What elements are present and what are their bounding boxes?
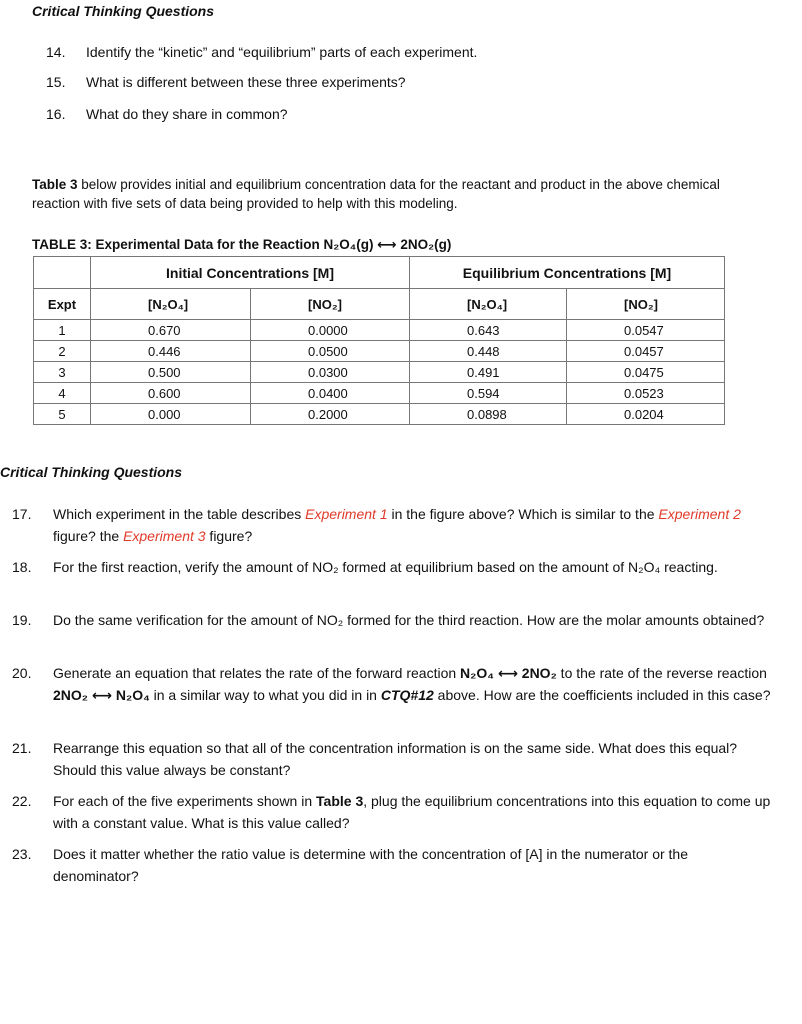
question-number: 18.: [12, 559, 32, 575]
table-intro-paragraph: [32, 175, 722, 213]
question-text: Generate an equation that relates the rate of the forward reaction: [53, 665, 461, 681]
cell-no2-initial: 0.0400: [251, 383, 410, 404]
cell-n2o4-initial: 0.446: [91, 341, 251, 362]
cell-no2-equilibrium: 0.0204: [567, 404, 725, 425]
equilibrium-concentrations-header: Equilibrium Concentrations [M]: [410, 257, 725, 289]
cell-n2o4-initial: 0.500: [91, 362, 251, 383]
cell-n2o4-equilibrium: 0.448: [410, 341, 567, 362]
section-heading-1: Critical Thinking Questions: [32, 3, 215, 19]
question-number: 14.: [46, 44, 66, 60]
table-3-ref: Table 3: [316, 793, 364, 809]
question-text: figure?: [205, 528, 253, 544]
table-caption: TABLE 3: Experimental Data for the Reaction N₂O₄(g) ⟷ 2NO₂(g): [32, 237, 452, 252]
cell-expt: 2: [34, 341, 91, 362]
question-number: 23.: [12, 846, 32, 862]
question-14: [46, 42, 477, 62]
question-text: Which experiment in the table describes: [53, 506, 306, 522]
table-row: [34, 320, 725, 341]
question-23: [12, 843, 772, 887]
data-table: [33, 256, 725, 425]
question-19: [12, 609, 772, 631]
col-header-no2-equilibrium: [NO₂]: [567, 289, 725, 320]
cell-no2-initial: 0.0300: [251, 362, 410, 383]
question-15: [46, 72, 406, 92]
table-column-header-row: [34, 289, 725, 320]
question-16: [46, 104, 288, 124]
question-21: [12, 737, 772, 781]
question-text: in the figure above? Which is similar to the: [387, 506, 659, 522]
reverse-reaction: 2NO₂ ⟷ N₂O₄: [53, 687, 150, 703]
col-header-expt: Expt: [34, 289, 91, 320]
question-text: For each of the five experiments shown in: [53, 793, 317, 809]
cell-n2o4-initial: 0.670: [91, 320, 251, 341]
col-header-n2o4-initial: [N₂O₄]: [91, 289, 251, 320]
cell-no2-equilibrium: 0.0547: [567, 320, 725, 341]
cell-n2o4-initial: 0.600: [91, 383, 251, 404]
col-header-n2o4-equilibrium: [N₂O₄]: [410, 289, 567, 320]
question-number: 17.: [12, 506, 32, 522]
question-text: Does it matter whether the ratio value is determine with the concentration of [A] in the numerator or the denominator?: [53, 846, 688, 884]
question-text: above. How are the coefficients included in this case?: [433, 687, 771, 703]
cell-no2-equilibrium: 0.0523: [567, 383, 725, 404]
question-22: [12, 790, 772, 834]
cell-no2-equilibrium: 0.0457: [567, 341, 725, 362]
table-row: [34, 383, 725, 404]
question-number: 19.: [12, 612, 32, 628]
question-text: What do they share in common?: [86, 106, 288, 122]
cell-n2o4-equilibrium: 0.643: [410, 320, 567, 341]
blank-header-cell: [34, 257, 91, 289]
cell-no2-initial: 0.0000: [251, 320, 410, 341]
initial-concentrations-header: Initial Concentrations [M]: [91, 257, 410, 289]
question-text: Identify the “kinetic” and “equilibrium” parts of each experiment.: [86, 44, 478, 60]
question-text: , plug the equilibrium concentrations into this equation to come up with a constant value. What is this value called?: [53, 793, 771, 831]
question-text: For the first reaction, verify the amount of NO₂ formed at equilibrium based on the amount of N₂O₄ reacting.: [53, 559, 718, 575]
cell-n2o4-equilibrium: 0.491: [410, 362, 567, 383]
cell-no2-initial: 0.2000: [251, 404, 410, 425]
cell-expt: 1: [34, 320, 91, 341]
experiment-3-ref: Experiment 3: [123, 528, 206, 544]
question-18: [12, 556, 772, 578]
question-17: [12, 503, 772, 547]
forward-reaction: N₂O₄ ⟷ 2NO₂: [460, 665, 557, 681]
question-20: [12, 662, 772, 706]
question-text: Rearrange this equation so that all of the concentration information is on the same side. What does this equal? Should this value always be constant?: [53, 740, 738, 778]
section-heading-2: Critical Thinking Questions: [0, 464, 183, 480]
cell-expt: 5: [34, 404, 91, 425]
question-number: 16.: [46, 106, 66, 122]
cell-n2o4-equilibrium: 0.0898: [410, 404, 567, 425]
cell-n2o4-initial: 0.000: [91, 404, 251, 425]
cell-expt: 3: [34, 362, 91, 383]
intro-text: below provides initial and equilibrium concentration data for the reactant and product in the above chemical reaction with five sets of data being provided to help with this modeling.: [32, 177, 720, 211]
ctq-ref: CTQ#12: [380, 687, 434, 703]
question-text: figure? the: [53, 528, 124, 544]
question-number: 21.: [12, 740, 32, 756]
cell-no2-equilibrium: 0.0475: [567, 362, 725, 383]
experiment-2-ref: Experiment 2: [658, 506, 741, 522]
experiment-1-ref: Experiment 1: [305, 506, 388, 522]
question-text: to the rate of the reverse reaction: [556, 665, 767, 681]
question-text: in a similar way to what you did in in: [149, 687, 381, 703]
question-text: Do the same verification for the amount of NO₂ formed for the third reaction. How are the molar amounts obtained?: [53, 612, 765, 628]
cell-expt: 4: [34, 383, 91, 404]
col-header-no2-initial: [NO₂]: [251, 289, 410, 320]
cell-n2o4-equilibrium: 0.594: [410, 383, 567, 404]
question-number: 20.: [12, 665, 32, 681]
table-row: [34, 362, 725, 383]
intro-table-ref: Table 3: [32, 177, 78, 192]
table-row: [34, 341, 725, 362]
table-row: [34, 404, 725, 425]
question-number: 15.: [46, 74, 66, 90]
question-number: 22.: [12, 793, 32, 809]
table-group-header-row: [34, 257, 725, 289]
cell-no2-initial: 0.0500: [251, 341, 410, 362]
question-text: What is different between these three experiments?: [86, 74, 406, 90]
